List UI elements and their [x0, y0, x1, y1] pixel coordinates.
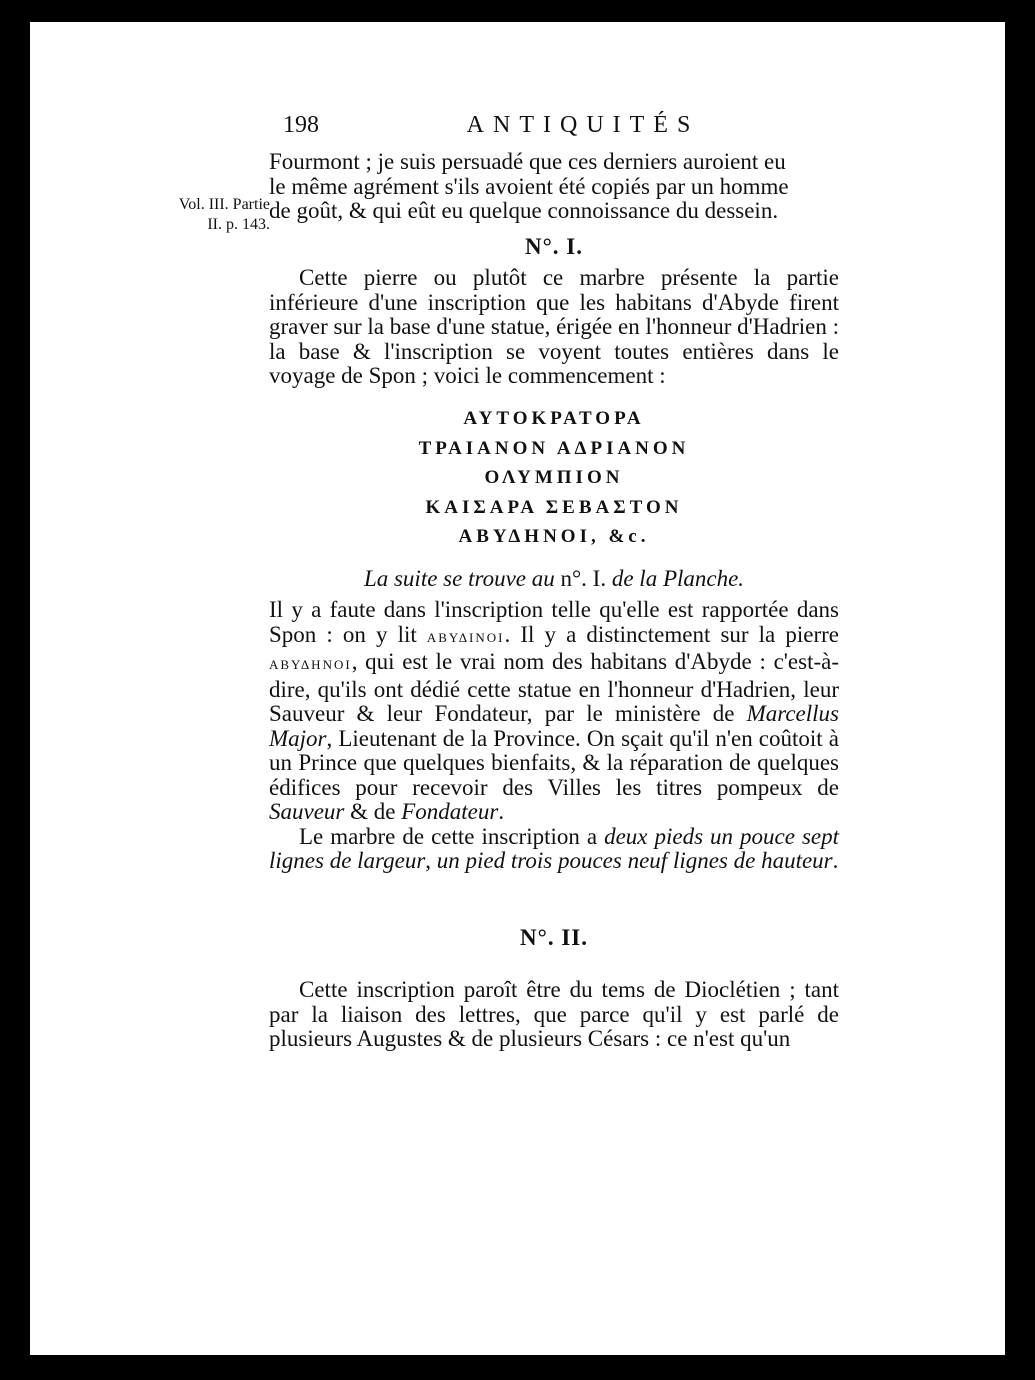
greek-line: ΑΥΤΟΚΡΑΤΟΡΑ — [463, 408, 645, 429]
section-heading-1: N°. I. — [524, 234, 583, 259]
paragraph-text: Cette inscription paroît être du tems de Dioclétien ; tant par la liaison des lettres, que parce qu'il y est parlé de plusieurs Augustes & de plusieurs Césars : ce n'est qu'un — [269, 977, 839, 1051]
text-run: , qui est le vrai nom des habitans d'Abyde : c'est-à-dire, qu'ils ont dédié cette statue en l'honneur d'Hadrien, leur Sauveur & leur Fondateur, par le ministère de — [269, 649, 839, 726]
margin-note — [140, 195, 270, 235]
italic-run: un pied trois pouces neuf lignes de hauteur — [436, 848, 833, 873]
italic-run: deux pieds un pouce sept lignes de largeur — [269, 823, 839, 873]
intro-line: Fourmont ; je suis persuadé que ces derniers auroient eu — [269, 149, 786, 174]
greek-line: ΚΑΙΣΑΡΑ ΣΕΒΑΣΤΟΝ — [425, 496, 683, 518]
text-run: , — [425, 848, 437, 873]
caption-end: de la Planche. — [611, 566, 745, 591]
text-run: . Il y a distinctement sur la pierre — [504, 621, 839, 647]
section-2-paragraph — [269, 978, 839, 1052]
italic-run: Fondateur — [401, 799, 499, 824]
page-header — [283, 112, 843, 152]
plate-reference-caption — [269, 566, 839, 592]
text-run: Il y a faute dans l'inscription telle qu'elle est rapportée dans Spon : on y lit — [269, 597, 839, 647]
greek-line: ΟΛΥΜΠΙΟΝ — [484, 467, 624, 488]
text-run: Le marbre de cette inscription a — [299, 823, 605, 849]
intro-text — [269, 150, 839, 224]
text-run: , Lieutenant de la Province. On sçait qu'il n'en coûtoit à un Prince que quelques bienfaits, & la réparation de quelques édifices pour recevoir des Villes les titres pompeux de — [269, 725, 839, 800]
greek-word: ΑΒΥΔΙΝΟΙ — [426, 629, 505, 645]
text-run: . — [498, 799, 505, 824]
caption-number: n°. I. — [554, 566, 612, 591]
italic-run: Sauveur — [269, 799, 345, 824]
intro-line: le même agrément s'ils avoient été copiés par un homme — [269, 173, 789, 199]
greek-inscription — [269, 404, 839, 552]
text-run: . — [832, 848, 839, 873]
greek-line: ΑΒΥΔΗΝΟΙ, &c. — [458, 526, 650, 547]
margin-note-line-1: Vol. III. Partie — [178, 196, 270, 213]
intro-line: de goût, & qui eût eu quelque connoissance du dessein. — [269, 198, 779, 223]
running-title: ANTIQUITÉS — [466, 112, 700, 138]
commentary-paragraph — [269, 598, 839, 825]
paragraph-text: Cette pierre ou plutôt ce marbre présente la partie inférieure d'une inscription que les habitans d'Abyde firent graver sur la base d'une statue, érigée en l'honneur d'Hadrien : la base & l'inscription se voyent toutes entières dans le voyage de Spon ; voici le commencement : — [269, 265, 839, 388]
section-heading-2: N°. II. — [520, 925, 588, 950]
section-1-commentary — [269, 598, 839, 874]
dimensions-paragraph — [269, 825, 839, 874]
text-run: & de — [344, 799, 402, 824]
caption-italic: La suite se trouve au — [363, 566, 555, 591]
page-number: 198 — [283, 112, 319, 138]
greek-word: ΑΒΥΔΗΝΟΙ — [269, 657, 352, 672]
section-1-paragraph — [269, 266, 839, 389]
margin-note-line-2: II. p. 143. — [207, 216, 270, 233]
greek-line: ΤΡΑΙΑΝΟΝ ΑΔΡΙΑΝΟΝ — [418, 437, 690, 459]
italic-run: Marcellus Major — [269, 701, 839, 751]
